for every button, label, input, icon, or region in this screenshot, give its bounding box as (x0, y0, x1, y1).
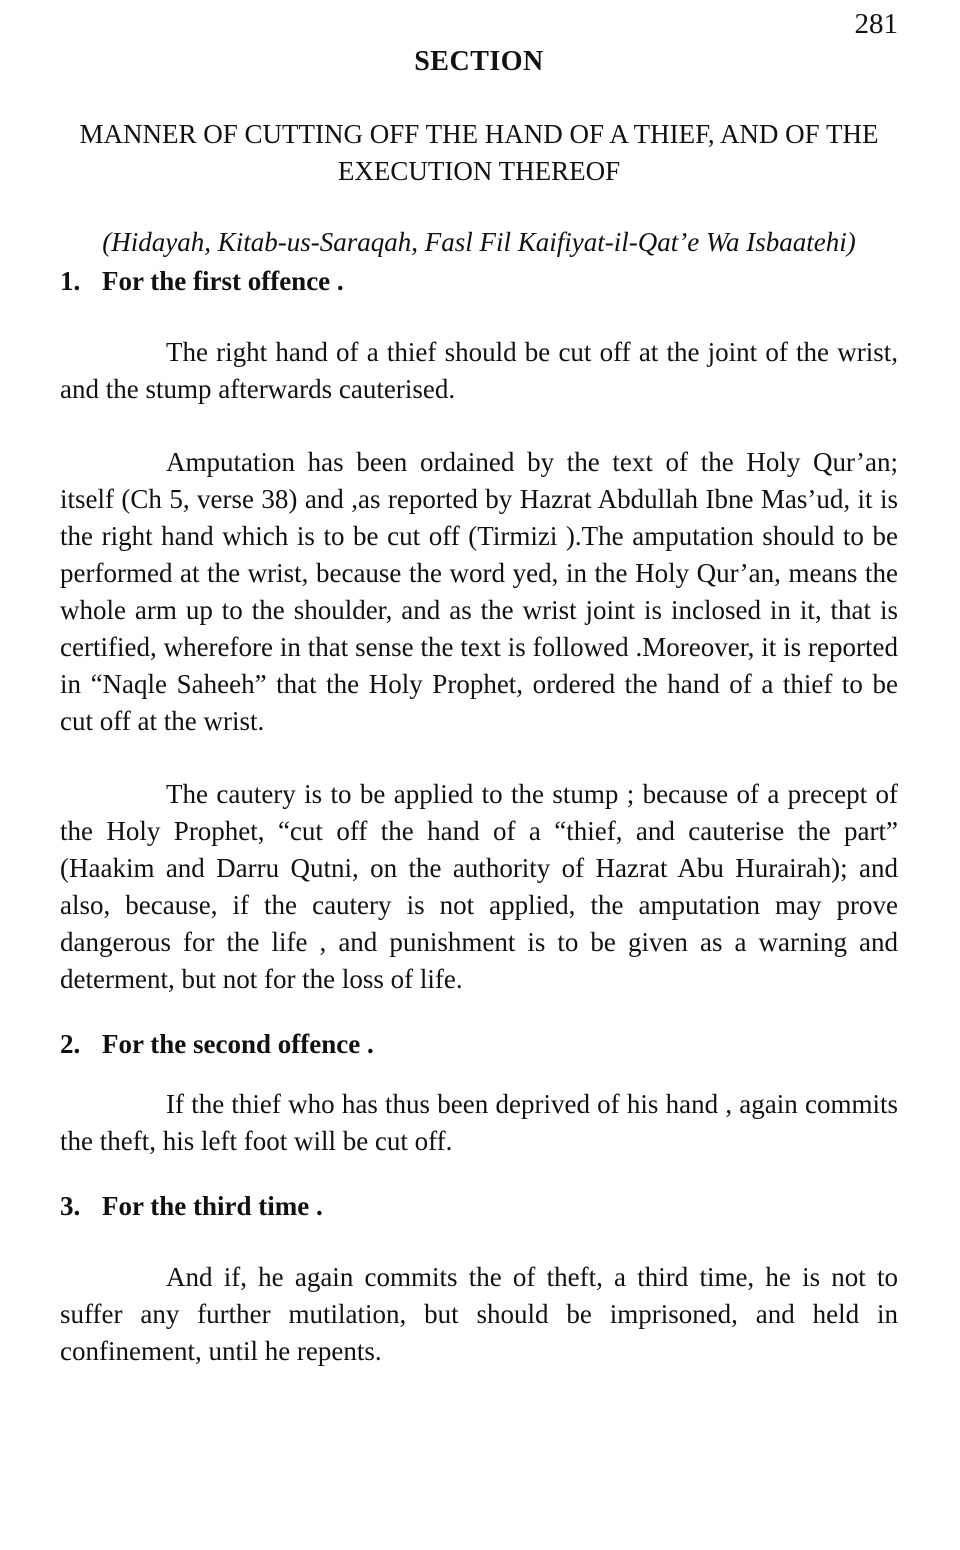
paragraph: The cautery is to be applied to the stump ; because of a precept of the Holy Prophet, “cut off the hand of a “thief, and cauterise the part” (Haakim and Darru Qutni, on the authority of Hazrat Abu Hurairah); and also, because, if the cautery is not applied, the amputation may prove dangerous for the life , and punishment is to be given as a warning and determent, but not for the loss of life. (60, 779, 898, 994)
heading-number: 2. (60, 1029, 81, 1059)
heading-number: 3. (60, 1191, 81, 1221)
heading-second-offence (60, 1026, 898, 1062)
heading-number: 1. (60, 266, 81, 296)
heading-text: For the first offence . (102, 266, 344, 296)
source-reference: (Hidayah, Kitab-us-Saraqah, Fasl Fil Kaifiyat-il-Qat’e Wa Isbaatehi) (102, 227, 856, 257)
section-title: MANNER OF CUTTING OFF THE HAND OF A THIEF, AND OF THE EXECUTION THEREOF (79, 119, 879, 186)
paragraph: If the thief who has thus been deprived of his hand , again commits the theft, his left foot will be cut off. (60, 1089, 898, 1156)
heading-first-offence (60, 263, 898, 299)
document-page (60, 0, 898, 1370)
heading-text: For the second offence . (102, 1029, 374, 1059)
heading-text: For the third time . (102, 1191, 323, 1221)
page-number: 281 (854, 8, 898, 40)
paragraph: And if, he again commits the of theft, a third time, he is not to suffer any further mutilation, but should be imprisoned, and held in confinement, until he repents. (60, 1262, 898, 1366)
section-label: SECTION (414, 46, 544, 77)
paragraph: The right hand of a thief should be cut off at the joint of the wrist, and the stump afterwards cauterised. (60, 337, 898, 404)
heading-third-time (60, 1188, 898, 1224)
paragraph: Amputation has been ordained by the text of the Holy Qur’an; itself (Ch 5, verse 38) and ,as reported by Hazrat Abdullah Ibne Mas’ud, it is the right hand which is to be cut off (Tirmizi ).The amputation should to be performed at the wrist, because the word yed, in the Holy Qur’an, means the whole arm up to the shoulder, and as the wrist joint is inclosed in it, that is certified, wherefore in that sense the text is followed .Moreover, it is reported in “Naqle Saheeh” that the Holy Prophet, ordered the hand of a thief to be cut off at the wrist. (60, 447, 898, 736)
